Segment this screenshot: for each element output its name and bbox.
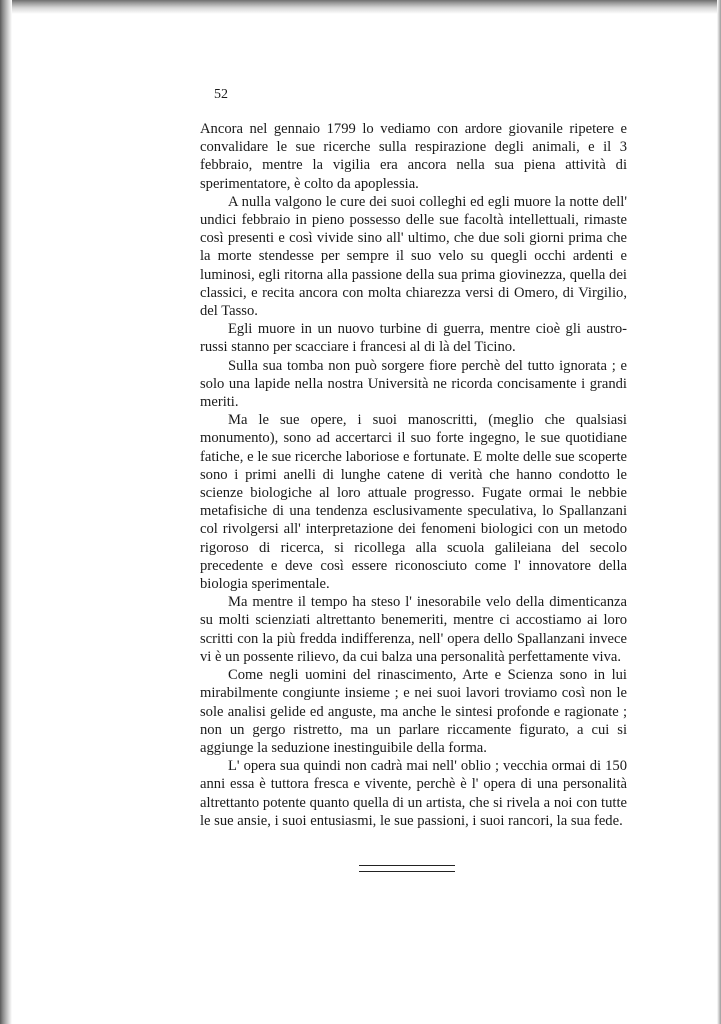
end-rule-divider xyxy=(359,865,455,872)
paragraph: Ma le sue opere, i suoi manoscritti, (meglio che qualsiasi monumento), sono ad accertarci il suo forte ingegno, le sue quotidiane fatiche, e le sue ricerche laboriose e fortunate. E molte delle sue scoperte sono i primi anelli di lunghe catene di verità che hanno condotto le scienze biologiche al loro attuale progresso. Fugate ormai le nebbie metafisiche di una tendenza esclusivamente speculativa, lo Spallanzani col rivolgersi all' interpretazione dei fenomeni biologici con un metodo rigoroso di ricerca, si ricollega alla scuola galileiana del secolo precedente e deve così essere riconosciuto come l' innovatore della biologia sperimentale. xyxy=(200,412,627,593)
paragraph: Ancora nel gennaio 1799 lo vediamo con ardore giovanile ripetere e convalidare le sue ricerche sulla respirazione degli animali, e il 3 febbraio, mentre la vigilia era ancora nella sua piena attività di sperimentatore, è colto da apoplessia. xyxy=(200,121,627,192)
paragraph: A nulla valgono le cure dei suoi colleghi ed egli muore la notte dell' undici febbraio in pieno possesso delle sue facoltà intellettuali, rimaste così presenti e così vivide sino all' ultimo, che due soli giorni prima che la morte stendesse per sempre il suo velo su quegli occhi ardenti e luminosi, egli ritorna alla passione della sua prima giovinezza, quella dei classici, e recita ancora con molta chiarezza versi di Omero, di Virgilio, del Tasso. xyxy=(200,193,627,320)
scan-right-edge xyxy=(717,0,721,1024)
scan-top-edge xyxy=(0,0,721,14)
paragraph: Ma mentre il tempo ha steso l' inesorabile velo della dimenticanza su molti scienziati altrettanto benemeriti, mentre ci accostiamo ai loro scritti con la più fredda indifferenza, nell' opera dello Spallanzani invece vi è un possente rilievo, da cui balza una personalità perfettamente viva. xyxy=(200,594,627,665)
paragraph: Come negli uomini del rinascimento, Arte e Scienza sono in lui mirabilmente congiunte insieme ; e nei suoi lavori troviamo così non le sole analisi gelide ed anguste, ma anche le sintesi profonde e ragionate ; non un gergo ristretto, ma un parlare riccamente figurato, a cui si aggiunge la seduzione inestinguibile della forma. xyxy=(200,667,627,756)
body-text xyxy=(200,120,627,830)
paragraph: Sulla sua tomba non può sorgere fiore perchè del tutto ignorata ; e solo una lapide nella nostra Università ne ricorda concisamente i grandi meriti. xyxy=(200,357,627,411)
scan-left-edge xyxy=(0,0,12,1024)
paragraph: Egli muore in un nuovo turbine di guerra, mentre cioè gli austro-russi stanno per scacciare i francesi al di là del Ticino. xyxy=(200,321,627,356)
page-number: 52 xyxy=(214,87,228,102)
paragraph: L' opera sua quindi non cadrà mai nell' oblio ; vecchia ormai di 150 anni essa è tuttora fresca e vivente, perchè è l' opera di una personalità altrettanto potente quanto quella di un artista, che si rivela a noi con tutte le sue ansie, i suoi entusiasmi, le sue passioni, i suoi rancori, la sua fede. xyxy=(200,758,627,829)
